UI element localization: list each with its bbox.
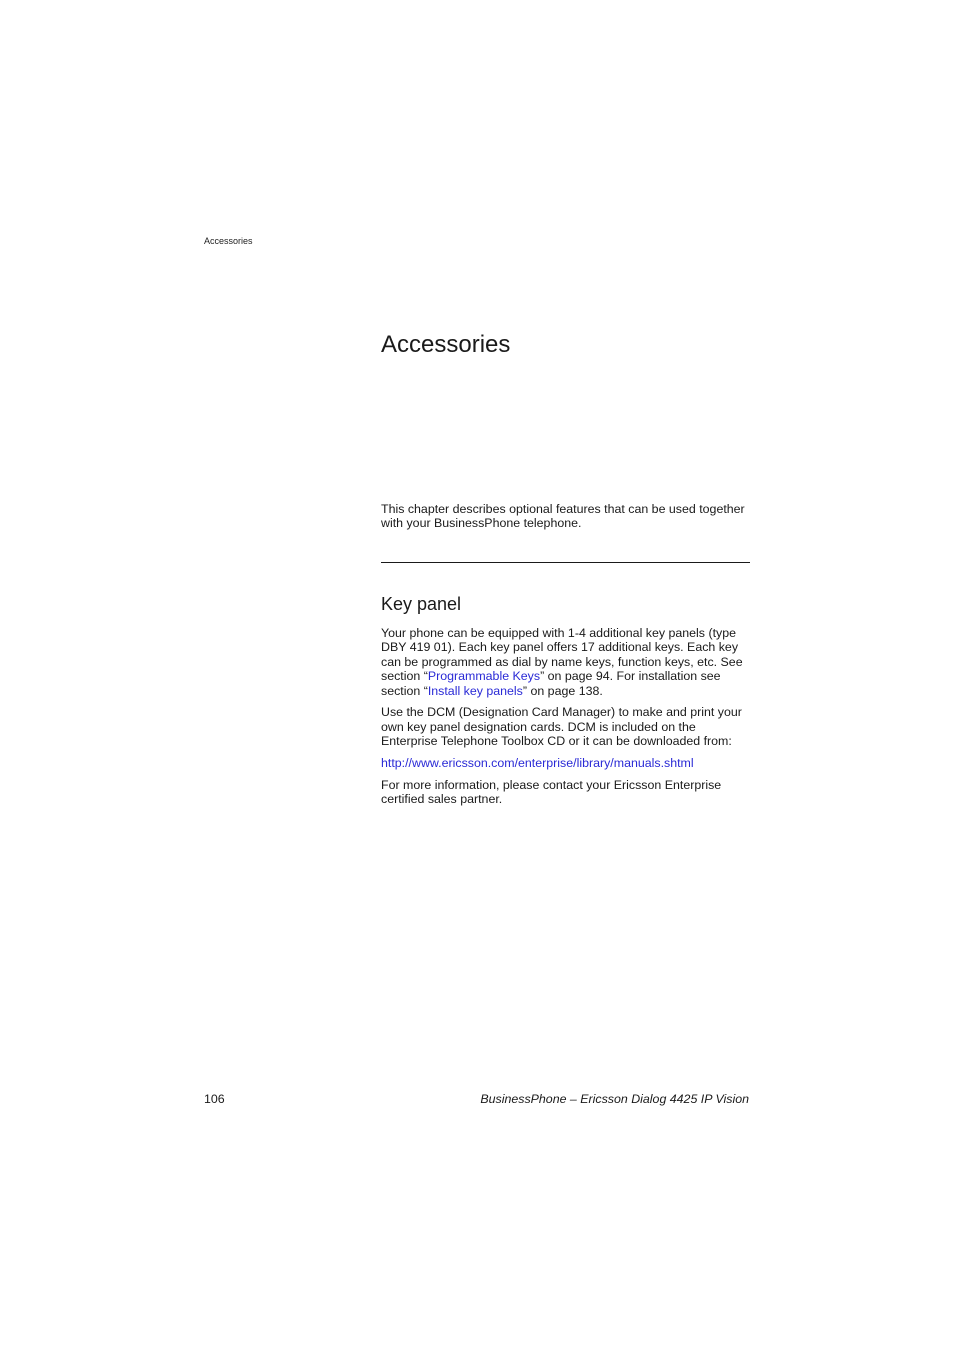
chapter-intro: This chapter describes optional features that can be used together with your BusinessPhone telephone. bbox=[381, 502, 745, 531]
contact-paragraph: For more information, please contact your Ericsson Enterprise certified sales partner. bbox=[381, 777, 722, 807]
url-paragraph bbox=[381, 756, 753, 770]
section-title: Key panel bbox=[381, 594, 462, 614]
key-panel-paragraph bbox=[381, 626, 753, 698]
running-header: Accessories bbox=[204, 236, 253, 246]
programmable-keys-link[interactable]: Programmable Keys bbox=[427, 669, 541, 684]
install-key-panels-link[interactable]: Install key panels bbox=[427, 683, 523, 698]
footer-doc-title: BusinessPhone – Ericsson Dialog 4425 IP Vision bbox=[480, 1092, 749, 1106]
paragraph-text: ” on page 138. bbox=[522, 683, 603, 698]
dcm-paragraph: Use the DCM (Designation Card Manager) to make and print your own key panel designation cards. DCM is included on the Enterprise Telephone Toolbox CD or it can be downloaded from: bbox=[381, 705, 742, 749]
section-body bbox=[381, 626, 753, 814]
section-divider bbox=[381, 562, 750, 563]
paragraph-text: ” on page 94. For installation see section “ bbox=[381, 669, 721, 698]
paragraph-text: Your phone can be equipped with 1-4 additional key panels (type DBY 419 01). Each key panel offers 17 additional keys. Each key can be programmed as dial by name keys, function keys, etc. See section “ bbox=[381, 626, 743, 684]
chapter-title: Accessories bbox=[381, 331, 511, 358]
page-number: 106 bbox=[204, 1092, 225, 1106]
manuals-url-link[interactable]: http://www.ericsson.com/enterprise/library/manuals.shtml bbox=[381, 756, 694, 771]
